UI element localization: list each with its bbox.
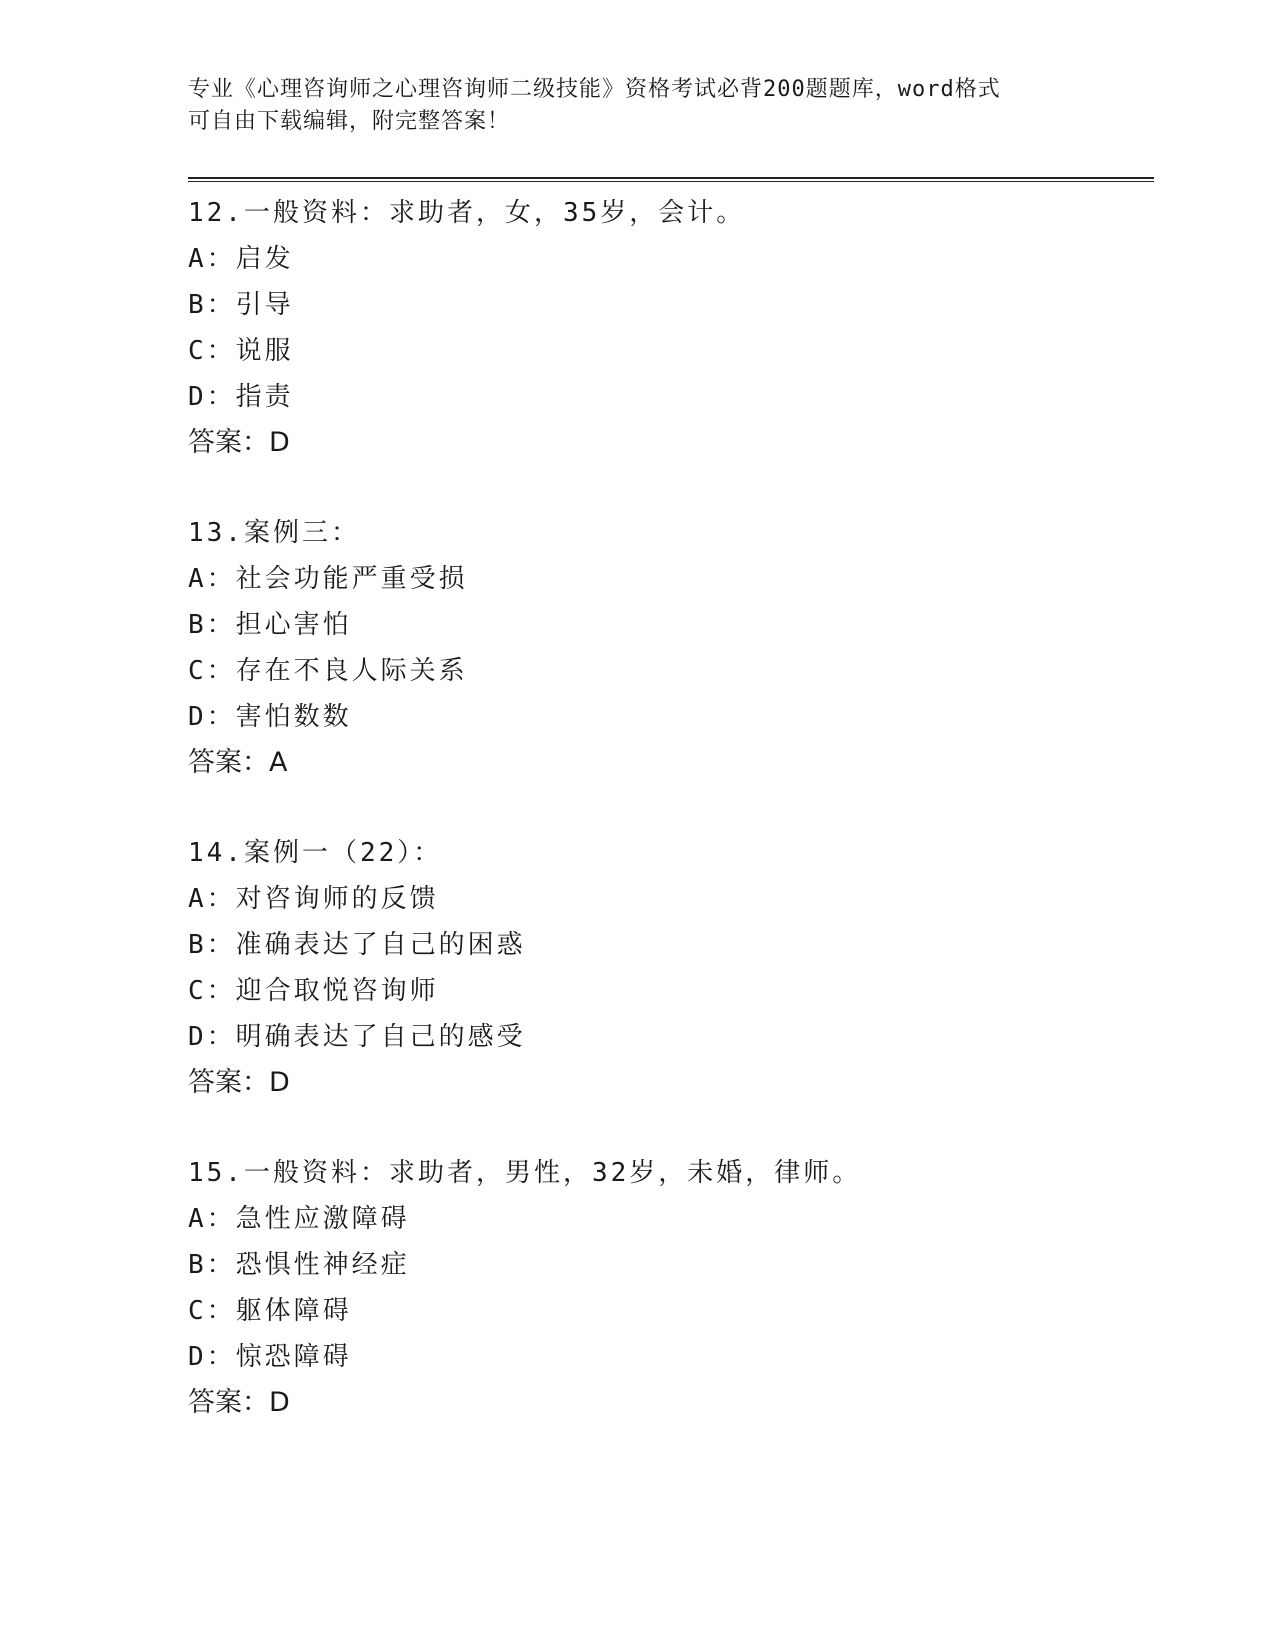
answer: 答案：D <box>188 427 290 458</box>
option-b: B：恐惧性神经症 <box>188 1250 410 1280</box>
option-b: B：引导 <box>188 290 294 320</box>
option-c: C：存在不良人际关系 <box>188 656 468 686</box>
option-c: C：躯体障碍 <box>188 1296 352 1326</box>
header-line-2: 可自由下载编辑，附完整答案！ <box>188 109 511 134</box>
option-b: B：担心害怕 <box>188 610 352 640</box>
option-b: B：准确表达了自己的困惑 <box>188 930 526 960</box>
option-d: D：明确表达了自己的感受 <box>188 1022 526 1052</box>
option-d: D：害怕数数 <box>188 702 352 732</box>
question-stem: 15.一般资料：求助者，男性，32岁，未婚，律师。 <box>188 1158 862 1188</box>
header-line-1: 专业《心理咨询师之心理咨询师二级技能》资格考试必背200题题库，word格式 <box>188 77 1001 102</box>
question-stem: 13.案例三： <box>188 518 360 548</box>
question-stem: 14.案例一（22）： <box>188 838 443 868</box>
question-12 <box>188 190 1088 466</box>
question-stem: 12.一般资料：求助者，女，35岁，会计。 <box>188 198 746 228</box>
document-header <box>188 74 1088 138</box>
answer: 答案：A <box>188 747 288 778</box>
option-d: D：惊恐障碍 <box>188 1342 352 1372</box>
option-a: A：社会功能严重受损 <box>188 564 468 594</box>
question-15 <box>188 1150 1088 1426</box>
option-a: A：启发 <box>188 244 294 274</box>
answer: 答案：D <box>188 1067 290 1098</box>
header-divider <box>188 177 1154 183</box>
answer: 答案：D <box>188 1387 290 1418</box>
option-d: D：指责 <box>188 382 294 412</box>
option-a: A：对咨询师的反馈 <box>188 884 439 914</box>
option-a: A：急性应激障碍 <box>188 1204 410 1234</box>
option-c: C：说服 <box>188 336 294 366</box>
option-c: C：迎合取悦咨询师 <box>188 976 439 1006</box>
question-14 <box>188 830 1088 1106</box>
question-13 <box>188 510 1088 786</box>
